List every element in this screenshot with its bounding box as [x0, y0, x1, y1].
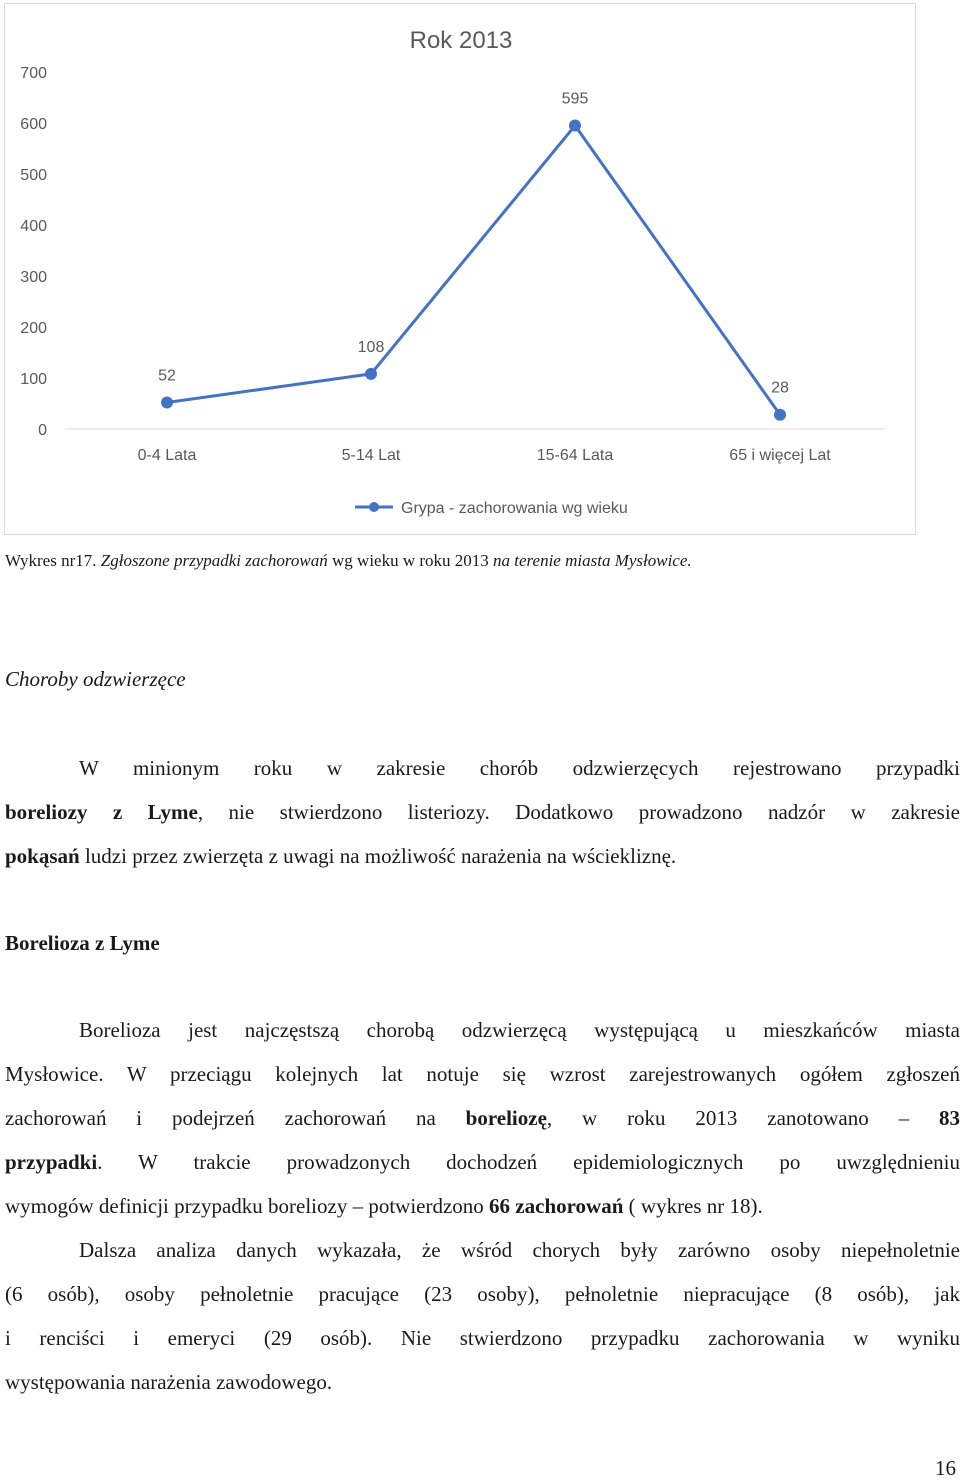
borelioza-bold-przypadki: przypadki: [5, 1150, 98, 1174]
legend-marker-swatch: [369, 502, 379, 512]
page-number: 16: [935, 1456, 956, 1480]
intro-line-2-rest: , nie stwierdzono listeriozy. Dodatkowo prowadzono nadzór w zakresie: [197, 800, 960, 824]
y-tick-label: 600: [20, 116, 47, 133]
series-line: [167, 126, 780, 415]
data-label: 28: [771, 379, 789, 397]
data-label: 595: [561, 90, 589, 108]
caption-italic-2: na terenie miasta Mysłowice.: [493, 551, 692, 570]
x-axis: [138, 447, 832, 464]
y-tick-label: 500: [20, 167, 47, 184]
borelioza-line-4: [5, 1140, 960, 1184]
borelioza-line-3-a: zachorowań i podejrzeń zachorowań na: [5, 1106, 466, 1130]
caption-prefix: Wykres nr17.: [5, 551, 101, 570]
intro-bold-1: boreliozy z Lyme: [5, 800, 198, 824]
y-tick-label: 200: [20, 320, 47, 337]
borelioza-line-3: [5, 1096, 960, 1140]
y-axis: [20, 65, 47, 439]
y-tick-label: 100: [20, 371, 47, 388]
legend-label: Grypa - zachorowania wg wieku: [401, 500, 628, 517]
borelioza-line-2: Mysłowice. W przeciągu kolejnych lat notuje się wzrost zarejestrowanych ogółem zgłoszeń: [5, 1062, 960, 1086]
intro-line-3: [5, 834, 960, 878]
y-tick-label: 400: [20, 218, 47, 235]
x-tick-label: 0-4 Lata: [137, 447, 197, 464]
x-tick-label: 15-64 Lata: [536, 447, 614, 464]
chart-title: Rok 2013: [409, 27, 513, 54]
borelioza-line-9: występowania narażenia zawodowego.: [5, 1370, 333, 1394]
caption-italic: Zgłoszone przypadki zachorowań: [100, 551, 328, 570]
caption-middle: wg wieku w roku 2013: [327, 551, 494, 570]
borelioza-line-6: Dalsza analiza danych wykazała, że wśród chorych były zarówno osoby niepełnoletnie: [79, 1238, 960, 1262]
borelioza-line-5-a: wymogów definicji przypadku boreliozy – potwierdzono: [5, 1194, 490, 1218]
borelioza-line-4-b: . W trakcie prowadzonych dochodzeń epidemiologicznych po uwzględnieniu: [97, 1150, 960, 1174]
borelioza-line-5: [5, 1184, 960, 1228]
intro-line-1: W minionym roku w zakresie chorób odzwierzęcych rejestrowano przypadki: [79, 756, 960, 780]
borelioza-line-1: Borelioza jest najczęstszą chorobą odzwierzęcą występującą u mieszkańców miasta: [79, 1018, 960, 1042]
data-point: [365, 368, 377, 380]
data-point: [161, 396, 173, 408]
borelioza-bold-83: 83: [938, 1106, 960, 1130]
x-tick-label: 5-14 Lat: [341, 447, 401, 464]
borelioza-line-7: (6 osób), osoby pełnoletnie pracujące (23 osoby), pełnoletnie niepracujące (8 osób), jak: [5, 1282, 960, 1306]
line-chart: [4, 3, 916, 535]
y-tick-label: 0: [38, 422, 47, 439]
data-label: 52: [158, 367, 176, 385]
subheading-borelioza: Borelioza z Lyme: [5, 931, 160, 955]
section-heading: Choroby odzwierzęce: [5, 667, 186, 691]
series-group: [158, 91, 789, 421]
borelioza-line-3-c: , w roku 2013 zanotowano –: [546, 1106, 939, 1130]
borelioza-line-5-c: ( wykres nr 18).: [623, 1194, 763, 1218]
intro-bold-2: pokąsań: [5, 844, 80, 868]
y-tick-label: 700: [20, 65, 47, 82]
intro-line-3-rest: ludzi przez zwierzęta z uwagi na możliwość narażenia na wściekliznę.: [79, 844, 677, 868]
data-point: [569, 120, 581, 132]
chart-caption: [5, 548, 692, 574]
data-point: [774, 409, 786, 421]
borelioza-line-8: i renciści i emeryci (29 osób). Nie stwierdzono przypadku zachorowania w wyniku: [5, 1326, 960, 1350]
legend: [355, 500, 628, 517]
intro-line-2: [5, 790, 960, 834]
borelioza-bold-66: 66 zachorowań: [489, 1194, 624, 1218]
y-tick-label: 300: [20, 269, 47, 286]
data-label: 108: [357, 338, 385, 356]
borelioza-bold-borelioze: boreliozę: [465, 1106, 547, 1130]
chart-canvas: [5, 4, 917, 536]
x-tick-label: 65 i więcej Lat: [729, 447, 831, 464]
